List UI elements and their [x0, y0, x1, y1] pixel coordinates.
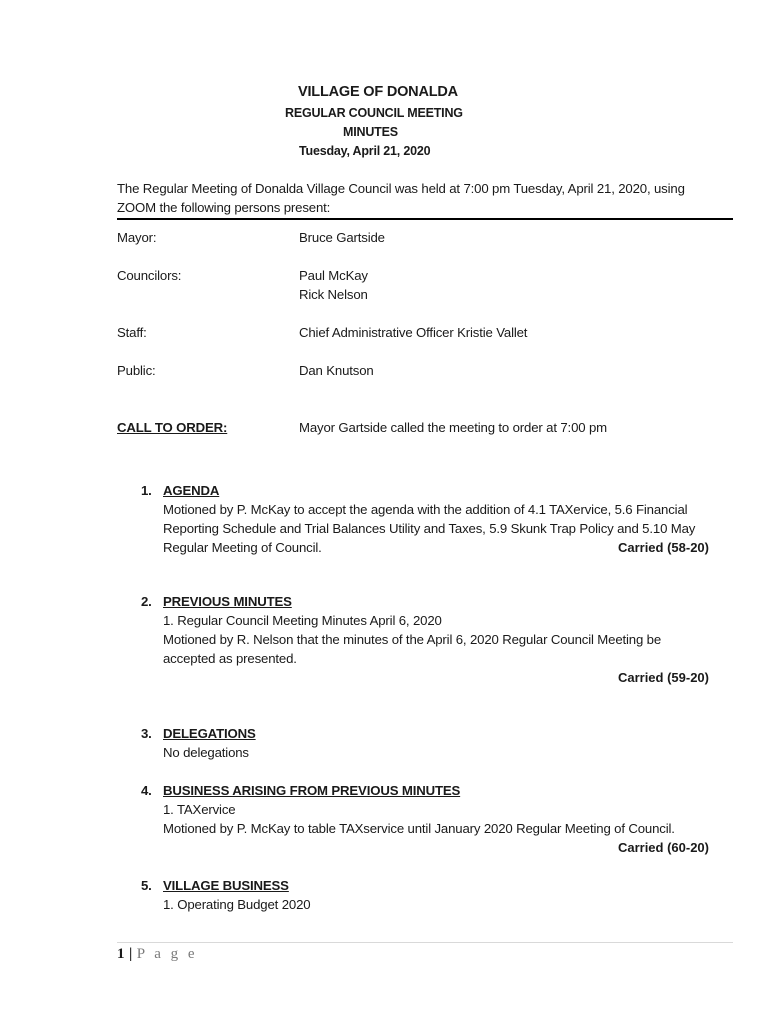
item-delegations-line-1: No delegations	[163, 745, 249, 760]
item-agenda-carried: Carried (58-20)	[617, 540, 709, 555]
councilors-label: Councilors:	[117, 268, 182, 283]
public-name: Dan Knutson	[299, 363, 374, 378]
document-type: MINUTES	[343, 125, 398, 139]
page-footer	[117, 945, 198, 963]
item-heading: AGENDA	[163, 483, 220, 498]
mayor-name: Bruce Gartside	[299, 230, 385, 245]
document-subtitle: REGULAR COUNCIL MEETING	[285, 106, 463, 120]
item-heading: DELEGATIONS	[163, 726, 256, 741]
councilor-name-1: Paul McKay	[299, 268, 368, 283]
intro-line-2: ZOOM the following persons present:	[117, 200, 331, 215]
item-heading: VILLAGE BUSINESS	[163, 878, 289, 893]
item-agenda-line-2: Reporting Schedule and Trial Balances Utility and Taxes, 5.9 Skunk Trap Policy and 5.10 May	[163, 521, 696, 536]
page-separator: |	[128, 946, 133, 962]
item-village-business-heading-row	[141, 878, 289, 893]
item-number: 3.	[141, 726, 152, 741]
item-agenda-heading-row	[141, 483, 219, 498]
document-title: VILLAGE OF DONALDA	[298, 84, 458, 100]
staff-label: Staff:	[117, 325, 147, 340]
item-heading: BUSINESS ARISING FROM PREVIOUS MINUTES	[163, 783, 461, 798]
item-previous-minutes-line-2: Motioned by R. Nelson that the minutes of the April 6, 2020 Regular Council Meeting be	[163, 632, 662, 647]
item-previous-minutes-heading-row	[141, 594, 292, 609]
footer-divider	[117, 942, 733, 943]
item-delegations-heading-row	[141, 726, 256, 741]
item-business-arising-line-1: 1. TAXervice	[163, 802, 236, 817]
mayor-label: Mayor:	[117, 230, 157, 245]
item-previous-minutes-line-1: 1. Regular Council Meeting Minutes April 6, 2020	[163, 613, 442, 628]
item-agenda-line-3: Regular Meeting of Council.	[163, 540, 322, 555]
page-label: P a g e	[136, 946, 198, 962]
item-number: 2.	[141, 594, 152, 609]
item-agenda-line-1: Motioned by P. McKay to accept the agenda with the addition of 4.1 TAXervice, 5.6 Financial	[163, 502, 688, 517]
public-label: Public:	[117, 363, 156, 378]
councilor-name-2: Rick Nelson	[299, 287, 368, 302]
intro-line-1: The Regular Meeting of Donalda Village Council was held at 7:00 pm Tuesday, April 21, 2020, using	[117, 181, 685, 196]
item-business-arising-line-2: Motioned by P. McKay to table TAXservice until January 2020 Regular Meeting of Council.	[163, 821, 675, 836]
item-village-business-line-1: 1. Operating Budget 2020	[163, 897, 311, 912]
item-business-arising-carried: Carried (60-20)	[617, 840, 709, 855]
page-number: 1	[117, 946, 125, 962]
item-number: 1.	[141, 483, 152, 498]
item-number: 5.	[141, 878, 152, 893]
meeting-date: Tuesday, April 21, 2020	[299, 144, 431, 158]
item-previous-minutes-line-3: accepted as presented.	[163, 651, 297, 666]
item-heading: PREVIOUS MINUTES	[163, 594, 292, 609]
staff-name: Chief Administrative Officer Kristie Vallet	[299, 325, 528, 340]
item-number: 4.	[141, 783, 152, 798]
call-to-order-label: CALL TO ORDER:	[117, 420, 228, 435]
header-divider	[117, 218, 733, 220]
call-to-order-text: Mayor Gartside called the meeting to order at 7:00 pm	[299, 420, 607, 435]
item-previous-minutes-carried: Carried (59-20)	[617, 670, 709, 685]
item-business-arising-heading-row	[141, 783, 460, 798]
